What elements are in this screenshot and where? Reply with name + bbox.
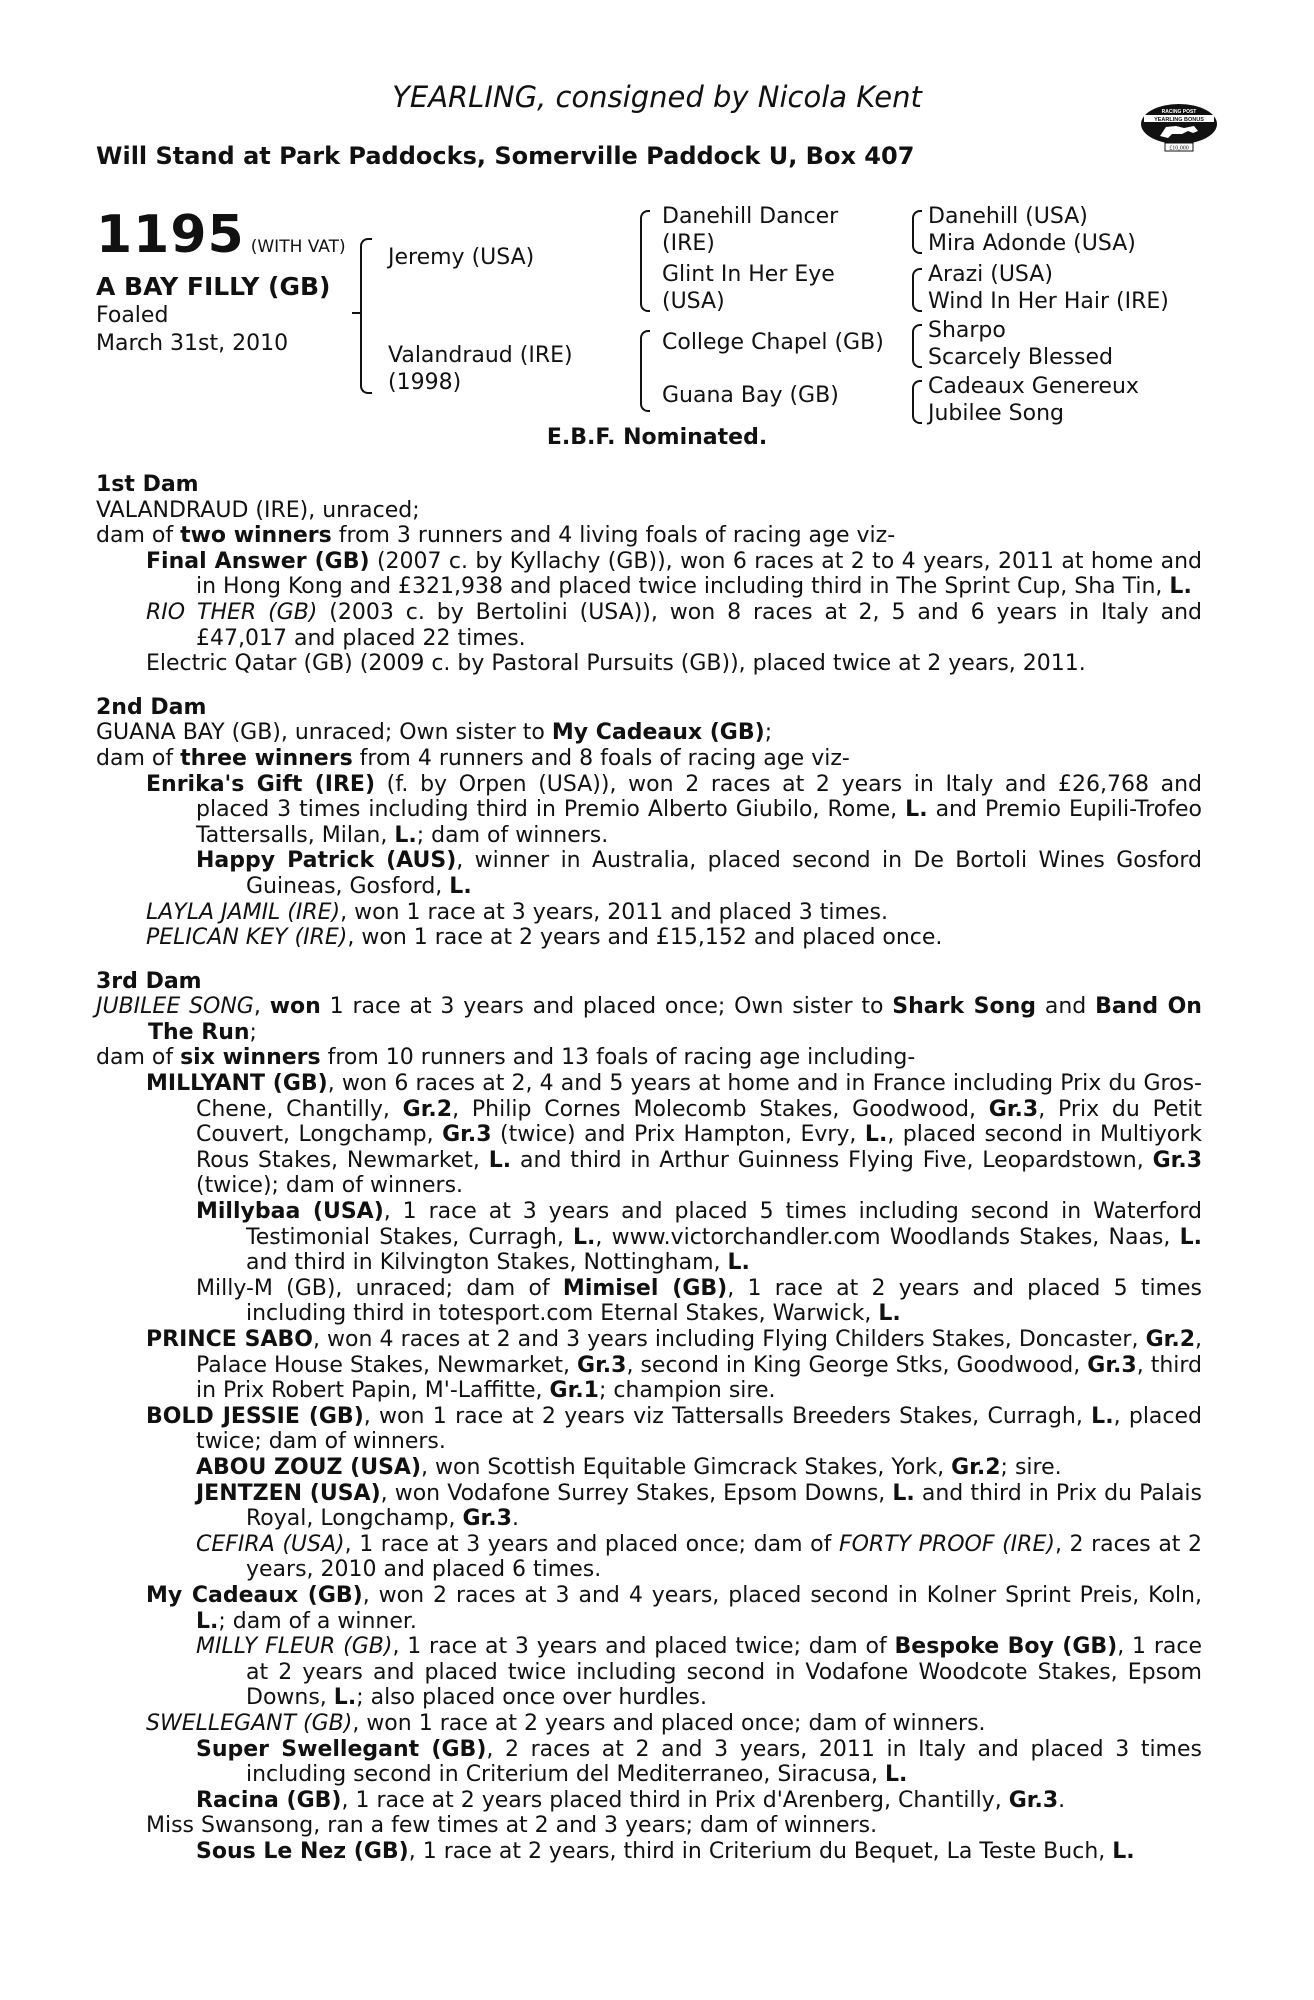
foaled-label: Foaled xyxy=(96,303,169,328)
pedigree-brace-tip xyxy=(352,312,360,314)
first-dam-title: 1st Dam xyxy=(96,472,199,497)
pedigree-g2: Mira Adonde (USA) xyxy=(928,231,1136,256)
pedigree-dam xyxy=(388,342,573,396)
second-dam-grandproduce-1: Happy Patrick (AUS), winner in Australia, placed second in De Bortoli Wines Gosford Guineas, Gosford, L. xyxy=(196,848,1202,899)
consignor-heading: YEARLING, consigned by Nicola Kent xyxy=(392,80,922,114)
pedigree-sd-l1: Glint In Her Eye xyxy=(662,262,835,287)
produce-milly-m: Milly-M (GB), unraced; dam of Mimisel (GB), 1 race at 2 years and placed 5 times including third in totesport.com Eternal Stakes, Warwick, L. xyxy=(196,1275,1202,1327)
stand-location: Will Stand at Park Paddocks, Somerville Paddock U, Box 407 xyxy=(96,142,915,170)
pedigree-dam-sire: College Chapel (GB) xyxy=(662,330,884,355)
second-dam-title: 2nd Dam xyxy=(96,694,207,720)
produce-millyant: MILLYANT (GB), won 6 races at 2, 4 and 5 years at home and in France including Prix du Gros-Chene, Chantilly, Gr.2, Philip Cornes Molecomb Stakes, Goodwood, Gr.3, Prix du Petit Couvert, Longchamp, Gr.3 (twice) and Prix Hampton, Evry, L., placed second in Multiyork Rous Stakes, Newmarket, L. and third in Arthur Guinness Flying Five, Leopardstown, Gr.3 (twice); dam of winners. xyxy=(146,1071,1203,1199)
produce-cefira: CEFIRA (USA), 1 race at 3 years and placed once; dam of FORTY PROOF (IRE), 2 races at 2 years, 2010 and placed 6 times. xyxy=(196,1531,1203,1583)
pedigree-brace xyxy=(912,324,922,368)
pedigree-dam-name: Valandraud (IRE) xyxy=(388,343,573,368)
produce-swellegant: SWELLEGANT (GB), won 1 race at 2 years and placed once; dam of winners. xyxy=(146,1710,986,1736)
pedigree-sire-sire xyxy=(662,203,838,257)
pedigree-brace xyxy=(640,210,650,312)
pedigree-sire-dam xyxy=(662,261,835,315)
produce-miss-swansong: Miss Swansong, ran a few times at 2 and 3 years; dam of winners. xyxy=(146,1813,878,1839)
pedigree-grandparents xyxy=(928,203,1169,427)
first-dam-line2: dam of two winners from 3 runners and 4 living foals of racing age viz- xyxy=(96,523,896,549)
pedigree-g7: Cadeaux Genereux xyxy=(928,374,1139,399)
second-dam-produce-2: LAYLA JAMIL (IRE), won 1 race at 3 years, 2011 and placed 3 times. xyxy=(146,899,888,925)
second-dam-line2: dam of three winners from 4 runners and 8 foals of racing age viz- xyxy=(96,745,850,771)
badge-mid-text: YEARLING BONUS xyxy=(1154,117,1204,123)
produce-racina: Racina (GB), 1 race at 2 years placed third in Prix d'Arenberg, Chantilly, Gr.3. xyxy=(196,1787,1066,1813)
pedigree-table xyxy=(0,0,1314,460)
badge-top-text: RACING POST xyxy=(1161,109,1197,115)
first-dam-produce-2: RIO THER (GB) (2003 c. by Bertolini (USA)), won 8 races at 2, 5 and 6 years in Italy and £47,017 and placed 22 times. xyxy=(146,599,1202,651)
produce-milly-fleur: MILLY FLEUR (GB), 1 race at 3 years and placed twice; dam of Bespoke Boy (GB), 1 race at 2 years and placed twice including second in Vodafone Woodcote Stakes, Epsom Downs, L.; also placed once over hurdles. xyxy=(196,1634,1202,1711)
first-dam-line1: VALANDRAUD (IRE), unraced; xyxy=(96,497,420,523)
pedigree-brace xyxy=(912,210,922,254)
pedigree-dam-dam: Guana Bay (GB) xyxy=(662,383,839,408)
produce-prince-sabo: PRINCE SABO, won 4 races at 2 and 3 years including Flying Childers Stakes, Doncaster, Gr.2, Palace House Stakes, Newmarket, Gr.3, second in King George Stks, Goodwood, Gr.3, third in Prix Robert Papin, M'-Laffitte, Gr.1; champion sire. xyxy=(146,1327,1203,1404)
third-dam-title: 3rd Dam xyxy=(96,968,202,994)
catalogue-body xyxy=(96,472,1202,1864)
third-dam-line2: dam of six winners from 10 runners and 13 foals of racing age including- xyxy=(96,1045,916,1071)
second-dam-produce-3: PELICAN KEY (IRE), won 1 race at 2 years and £15,152 and placed once. xyxy=(146,925,943,951)
pedigree-sire: Jeremy (USA) xyxy=(388,245,535,270)
produce-millybaa: Millybaa (USA), 1 race at 3 years and placed 5 times including second in Waterford Testimonial Stakes, Curragh, L., www.victorchandler.com Woodlands Stakes, Naas, L. and third in Kilvington Stakes, Nottingham, L. xyxy=(196,1199,1202,1276)
second-dam-line1: GUANA BAY (GB), unraced; Own sister to My Cadeaux (GB); xyxy=(96,720,773,746)
pedigree-sd-l2: (USA) xyxy=(662,289,725,314)
pedigree-g4: Wind In Her Hair (IRE) xyxy=(928,289,1169,314)
ebf-nominated: E.B.F. Nominated. xyxy=(546,425,768,450)
lot-number-value: 1195 xyxy=(96,205,245,265)
pedigree-brace xyxy=(360,238,372,394)
pedigree-g3: Arazi (USA) xyxy=(928,262,1053,287)
pedigree-ss-l2: (IRE) xyxy=(662,231,715,256)
pedigree-g1: Danehill (USA) xyxy=(928,204,1088,229)
badge-amount-text: £10,000 xyxy=(1169,145,1189,152)
produce-jentzen: JENTZEN (USA), won Vodafone Surrey Stakes, Epsom Downs, L. and third in Prix du Palais Royal, Longchamp, Gr.3. xyxy=(196,1480,1203,1532)
pedigree-brace xyxy=(912,380,922,424)
pedigree-brace xyxy=(912,268,922,312)
pedigree-ss-l1: Danehill Dancer xyxy=(662,204,839,229)
lot-description: A BAY FILLY (GB) xyxy=(96,272,331,301)
first-dam-produce-1: Final Answer (GB) (2007 c. by Kyllachy (GB)), won 6 races at 2 to 4 years, 2011 at home and in Hong Kong and £321,938 and placed twice including third in The Sprint Cup, Sha Tin, L. xyxy=(146,548,1202,600)
produce-sous-le-nez: Sous Le Nez (GB), 1 race at 2 years, third in Criterium du Bequet, La Teste Buch, L. xyxy=(196,1838,1135,1864)
produce-abou-zouz: ABOU ZOUZ (USA), won Scottish Equitable Gimcrack Stakes, York, Gr.2; sire. xyxy=(196,1454,1062,1480)
produce-super-swellegant: Super Swellegant (GB), 2 races at 2 and 3 years, 2011 in Italy and placed 3 times including second in Criterium del Mediterraneo, Siracusa, L. xyxy=(196,1736,1202,1788)
pedigree-brace xyxy=(640,330,650,412)
pedigree-g6: Scarcely Blessed xyxy=(928,345,1114,370)
pedigree-g5: Sharpo xyxy=(928,318,1006,343)
produce-my-cadeaux: My Cadeaux (GB), won 2 races at 3 and 4 years, placed second in Kolner Sprint Preis, Koln, L.; dam of a winner. xyxy=(146,1582,1202,1634)
produce-bold-jessie: BOLD JESSIE (GB), won 1 race at 2 years viz Tattersalls Breeders Stakes, Curragh, L., placed twice; dam of winners. xyxy=(146,1403,1203,1455)
pedigree-dam-year: (1998) xyxy=(388,370,462,395)
foaled-date: March 31st, 2010 xyxy=(96,331,289,356)
second-dam-produce-1: Enrika's Gift (IRE) (f. by Orpen (USA)), won 2 races at 2 years in Italy and £26,768 and placed 3 times including third in Premio Alberto Giubilo, Rome, L. and Premio Eupili-Trofeo Tattersalls, Milan, L.; dam of winners. xyxy=(146,771,1203,848)
pedigree-g8: Jubilee Song xyxy=(928,401,1065,426)
first-dam-produce-3: Electric Qatar (GB) (2009 c. by Pastoral Pursuits (GB)), placed twice at 2 years, 2011. xyxy=(146,651,1086,677)
vat-note: (WITH VAT) xyxy=(250,237,346,257)
third-dam-line1: JUBILEE SONG, won 1 race at 3 years and placed once; Own sister to Shark Song and Band On The Run; xyxy=(96,994,1202,1045)
